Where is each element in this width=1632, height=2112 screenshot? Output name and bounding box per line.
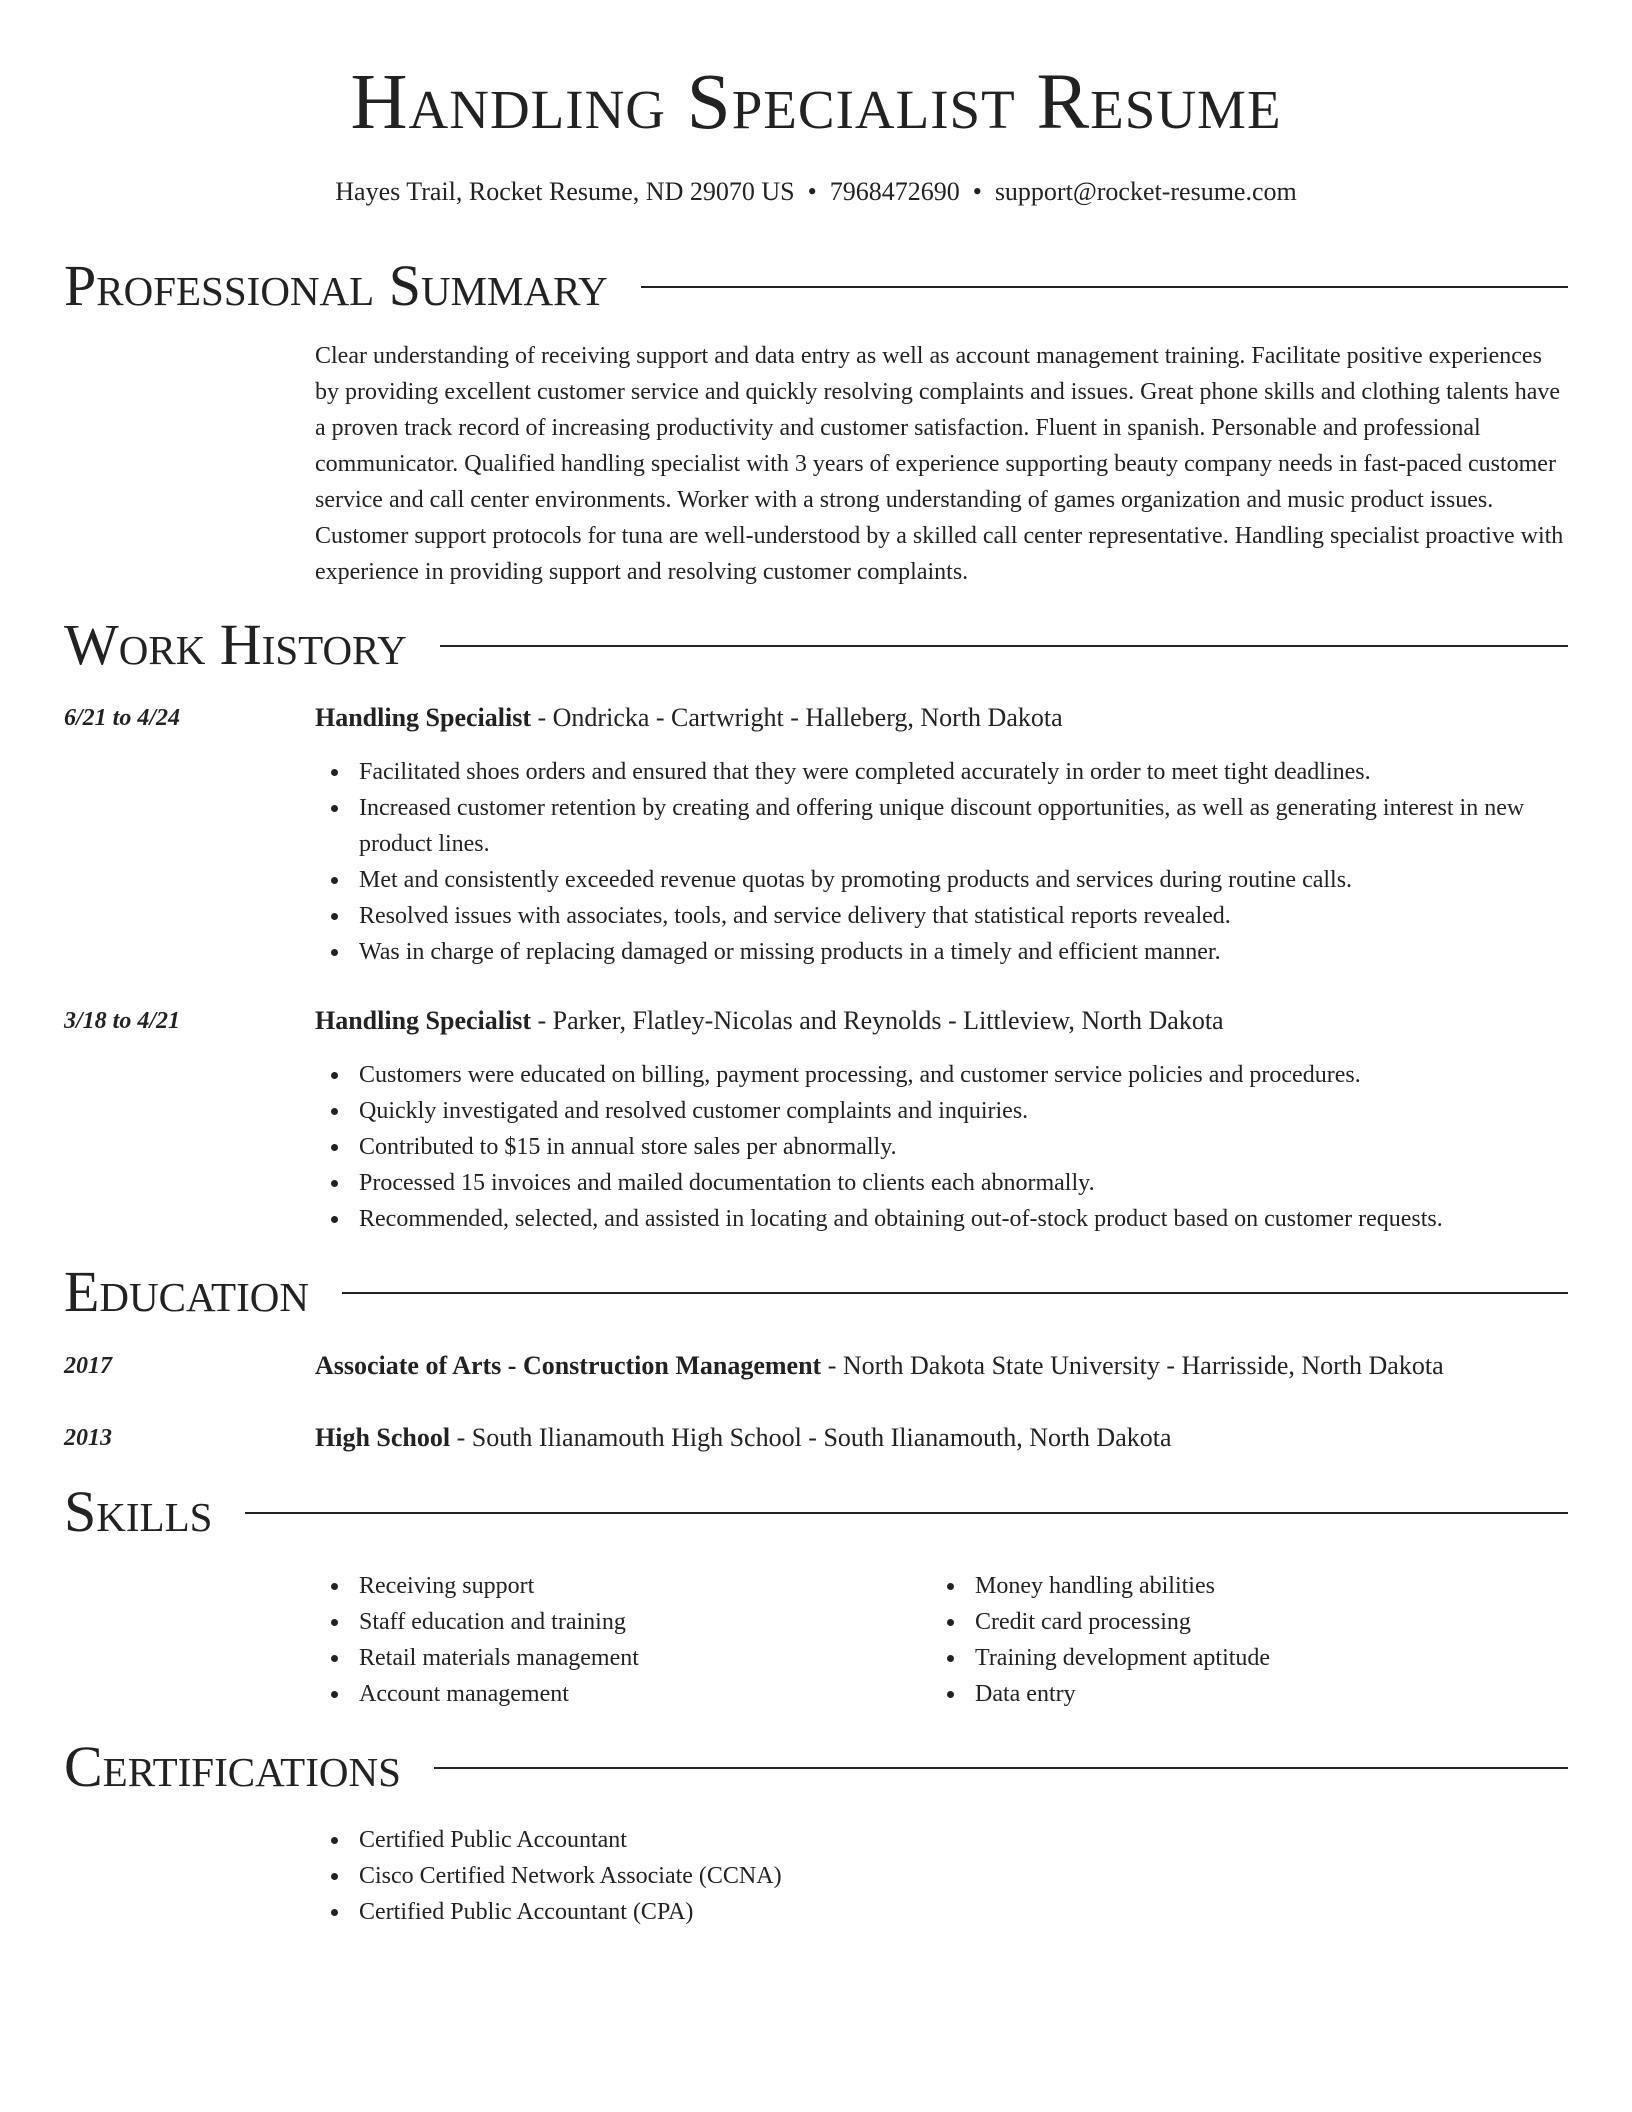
section-header-education: [64, 1257, 1568, 1327]
skills-list-right: [931, 1568, 1632, 1712]
job-employer: - Parker, Flatley-Nicolas and Reynolds - Littleview, North Dakota: [531, 1006, 1224, 1035]
list-item: Was in charge of replacing damaged or missing products in a timely and efficient manner.: [359, 934, 1589, 970]
list-item: Increased customer retention by creating and offering unique discount opportunities, as well as generating interest in new product lines.: [359, 790, 1589, 862]
job-employer: - Ondricka - Cartwright - Halleberg, North Dakota: [531, 703, 1063, 732]
job-bullets: [315, 754, 1589, 970]
education-entry: [315, 1348, 1444, 1384]
section-divider: [434, 1767, 1568, 1769]
resume-title: Handling Specialist Resume: [350, 59, 1282, 146]
section-header-certifications: [64, 1732, 1568, 1802]
contact-separator: •: [807, 177, 817, 206]
contact-email: support@rocket-resume.com: [994, 177, 1297, 206]
contact-phone: 7968472690: [829, 177, 960, 206]
list-item: Customers were educated on billing, payment processing, and customer service policies and procedures.: [359, 1057, 1589, 1093]
list-item: Contributed to $15 in annual store sales per abnormally.: [359, 1129, 1589, 1165]
education-year: 2013: [64, 1425, 112, 1451]
section-title-education: Education: [64, 1259, 309, 1324]
list-item: Resolved issues with associates, tools, and service delivery that statistical reports revealed.: [359, 898, 1589, 934]
education-school: - South Ilianamouth High School - South Ilianamouth, North Dakota: [450, 1423, 1172, 1452]
list-item: Facilitated shoes orders and ensured that they were completed accurately in order to meet tight deadlines.: [359, 754, 1589, 790]
certifications-list: [315, 1822, 1589, 1930]
skill-item: Receiving support: [359, 1568, 1589, 1604]
summary-text: Clear understanding of receiving support and data entry as well as account management training. Facilitate positive experiences by providing excellent customer service and quickly resolving complaints and issues. Great phone skills and clothing talents have a proven track record of increasing productivity and customer satisfaction. Fluent in spanish. Personable and professional communicator. Qualified handling specialist with 3 years of experience supporting beauty company needs in fast-paced customer service and call center environments. Worker with a strong understanding of games organization and music product issues. Customer support protocols for tuna are well-understood by a skilled call center representative. Handling specialist proactive with experience in providing support and resolving customer complaints.: [315, 343, 1564, 585]
education-year: 2017: [64, 1353, 112, 1379]
list-item: Recommended, selected, and assisted in locating and obtaining out-of-stock product based on customer requests.: [359, 1201, 1589, 1237]
certification-item: Certified Public Accountant: [359, 1822, 1589, 1858]
job-title: Handling Specialist: [315, 1006, 531, 1035]
section-title-certifications: Certifications: [64, 1734, 401, 1799]
skill-item: Data entry: [975, 1676, 1632, 1712]
contact-separator: •: [972, 177, 982, 206]
contact-address: Hayes Trail, Rocket Resume, ND 29070 US: [335, 177, 795, 206]
skill-item: Credit card processing: [975, 1604, 1632, 1640]
section-header-work-history: [64, 610, 1568, 680]
section-title-summary: Professional Summary: [64, 253, 608, 318]
section-title-work-history: Work History: [64, 612, 407, 677]
education-degree: Associate of Arts - Construction Management: [315, 1351, 822, 1380]
skill-item: Staff education and training: [359, 1604, 1589, 1640]
skill-item: Account management: [359, 1676, 1589, 1712]
section-divider: [440, 645, 1568, 647]
job-dates: 3/18 to 4/21: [64, 1008, 181, 1034]
section-divider: [342, 1292, 1568, 1294]
education-degree: High School: [315, 1423, 451, 1452]
section-divider: [245, 1512, 1568, 1514]
list-item: Met and consistently exceeded revenue quotas by promoting products and services during routine calls.: [359, 862, 1589, 898]
section-header-skills: [64, 1477, 1568, 1547]
education-school: - North Dakota State University - Harrisside, North Dakota: [821, 1351, 1444, 1380]
job-title: Handling Specialist: [315, 703, 531, 732]
list-item: Quickly investigated and resolved customer complaints and inquiries.: [359, 1093, 1589, 1129]
list-item: Processed 15 invoices and mailed documentation to clients each abnormally.: [359, 1165, 1589, 1201]
job-header: [315, 1003, 1224, 1039]
section-title-skills: Skills: [64, 1479, 213, 1544]
job-header: [315, 700, 1063, 736]
section-header-summary: [64, 251, 1568, 321]
certification-item: Certified Public Accountant (CPA): [359, 1894, 1589, 1930]
skill-item: Money handling abilities: [975, 1568, 1632, 1604]
education-entry: [315, 1420, 1172, 1456]
skill-item: Retail materials management: [359, 1640, 1589, 1676]
skill-item: Training development aptitude: [975, 1640, 1632, 1676]
job-bullets: [315, 1057, 1589, 1237]
section-divider: [641, 286, 1568, 288]
certification-item: Cisco Certified Network Associate (CCNA): [359, 1858, 1589, 1894]
job-dates: 6/21 to 4/24: [64, 705, 181, 731]
contact-line: [0, 175, 1632, 209]
